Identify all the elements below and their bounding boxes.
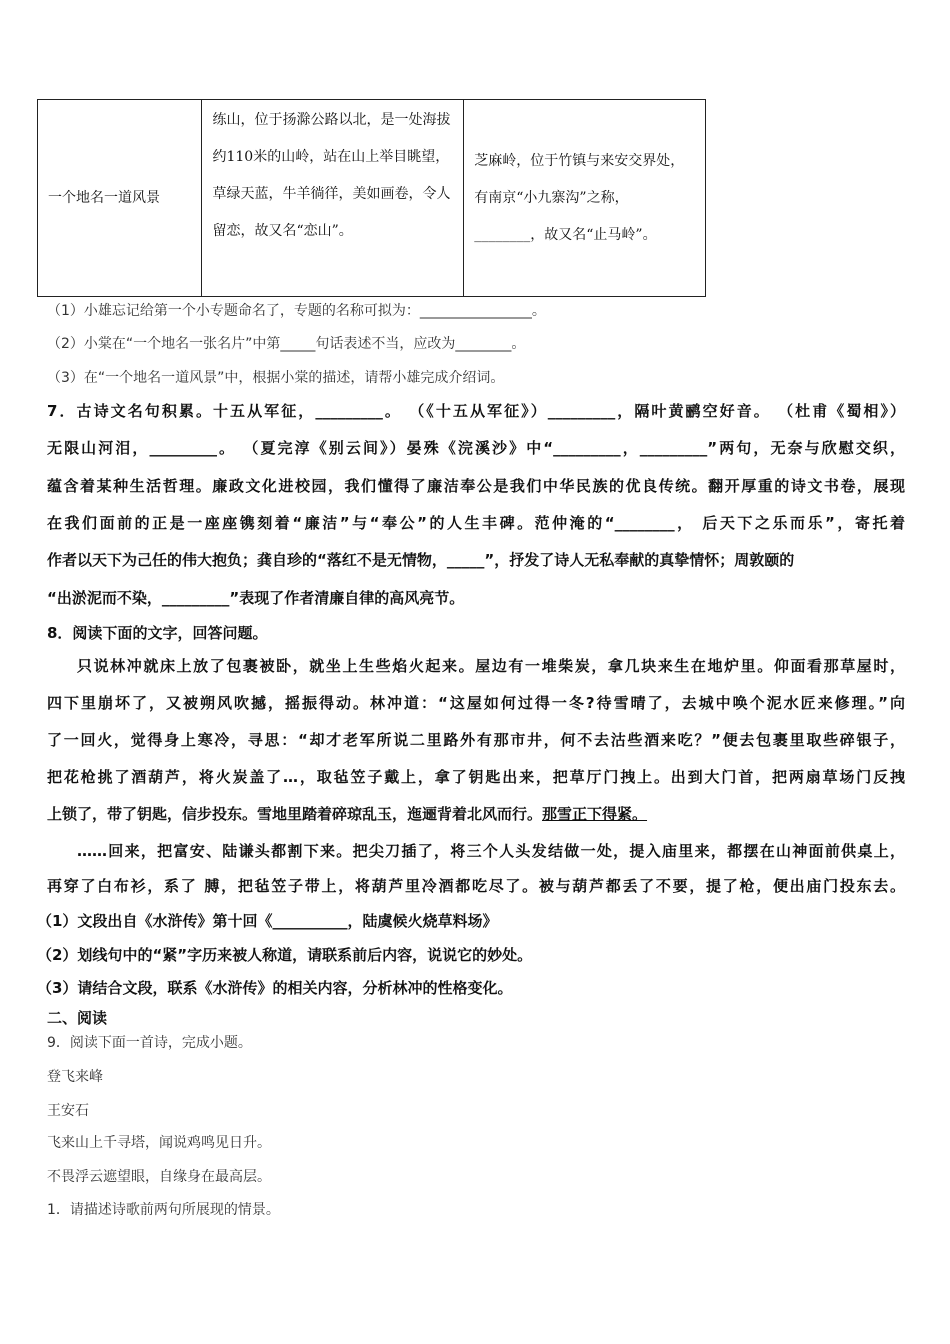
q8-sub3: （3）请结合文段，联系《水浒传》的相关内容，分析林冲的性格变化。 bbox=[37, 979, 513, 997]
q7-line: 无限山河泪，_________。 （夏完淳《别云间》）晏殊《浣溪沙》中“_________，_________”两句，无奈与欣慰交织， bbox=[47, 439, 905, 457]
row-label: 一个地名一道风景 bbox=[38, 100, 202, 297]
q7-line: 在我们面前的正是一座座镌刻着“廉洁”与“奉公”的人生丰碑。范仲淹的“________， 后天下之乐而乐”，寄托着 bbox=[47, 514, 905, 532]
poem-line: 飞来山上千寻塔，闻说鸡鸣见日升。 bbox=[47, 1135, 271, 1151]
q8-passage-line: 再穿了白布衫，系了 膊，把毡笠子带上，将葫芦里冷酒都吃尽了。被与葫芦都丢了不要，提了枪，便出庙门投东去。 bbox=[47, 877, 905, 895]
poem-line: 不畏浮云遮望眼，自缘身在最高层。 bbox=[47, 1169, 271, 1185]
poem-author: 王安石 bbox=[47, 1103, 89, 1119]
q8-passage-line: 四下里崩坏了，又被朔风吹撼，摇振得动。林冲道：“这屋如何过得一冬?待雪晴了，去城中唤个泥水匠来修理。”向 bbox=[47, 694, 905, 712]
q8-sub1: （1）文段出自《水浒传》第十回《__________，陆虞候火烧草料场》 bbox=[37, 912, 498, 930]
poem-title: 登飞来峰 bbox=[47, 1069, 103, 1085]
q8-title: 8．阅读下面的文字，回答问题。 bbox=[47, 624, 268, 642]
q8-passage-line: 了一回火，觉得身上寒冷，寻思：“却才老军所说二里路外有那市井，何不去沽些酒来吃？”便去包裹里取些碎银子， bbox=[47, 731, 905, 749]
q8-passage-line: ……回来，把富安、陆谦头都割下来。把尖刀插了，将三个人头发结做一处，提入庙里来，都摆在山神面前供桌上， bbox=[77, 842, 905, 860]
place-name-table bbox=[37, 99, 706, 297]
passage-text: 上锁了，带了钥匙，信步投东。雪地里踏着碎琼乱玉，迤逦背着北风而行。 bbox=[47, 805, 543, 823]
q8-sub2: （2）划线句中的“紧”字历来被人称道，请联系前后内容，说说它的妙处。 bbox=[37, 946, 533, 964]
q7-line: 蕴含着某种生活哲理。廉政文化进校园，我们懂得了廉洁奉公是我们中华民族的优良传统。翻开厚重的诗文书卷，展现 bbox=[47, 477, 905, 495]
q6-sub3: （3）在“一个地名一道风景”中，根据小棠的描述，请帮小雄完成介绍词。 bbox=[47, 370, 505, 386]
section-heading: 二、阅读 bbox=[47, 1009, 108, 1027]
q6-sub2: （2）小棠在“一个地名一张名片”中第_____句话表述不当，应改为________。 bbox=[47, 336, 526, 352]
q7-line: 7．古诗文名句积累。十五从军征，_________。 （《十五从军征》）_________，隔叶黄鹂空好音。 （杜甫《蜀相》） bbox=[47, 402, 905, 420]
q8-passage-line bbox=[47, 804, 647, 824]
zhimaling-cell: 芝麻岭，位于竹镇与来安交界处，有南京“小九寨沟”之称，________，故又名“止马岭”。 bbox=[464, 100, 706, 297]
q9-sub1: 1．请描述诗歌前两句所展现的情景。 bbox=[47, 1202, 280, 1218]
q8-passage-line: 把花枪挑了酒葫芦，将火炭盖了…，取毡笠子戴上，拿了钥匙出来，把草厅门拽上。出到大门首，把两扇草场门反拽 bbox=[47, 768, 905, 786]
underlined-sentence: 那雪正下得紧。 bbox=[542, 805, 648, 823]
q7-line: “出淤泥而不染，_________”表现了作者清廉自律的高风亮节。 bbox=[47, 589, 465, 607]
lianshan-cell: 练山，位于扬滁公路以北，是一处海拔约110米的山岭，站在山上举目眺望，草绿天蓝，牛羊徜徉，美如画卷，令人留恋，故又名“恋山”。 bbox=[202, 100, 464, 297]
q7-line: 作者以天下为己任的伟大抱负；龚自珍的“落红不是无情物，_____”，抒发了诗人无私奉献的真挚情怀；周敦颐的 bbox=[47, 551, 795, 569]
q8-passage-line: 只说林冲就床上放了包裹被卧，就坐上生些焰火起来。屋边有一堆柴炭，拿几块来生在地炉里。仰面看那草屋时， bbox=[77, 657, 905, 675]
q9-title: 9．阅读下面一首诗，完成小题。 bbox=[47, 1035, 252, 1051]
q6-sub1: （1）小雄忘记给第一个小专题命名了，专题的名称可拟为：________________。 bbox=[47, 303, 546, 319]
